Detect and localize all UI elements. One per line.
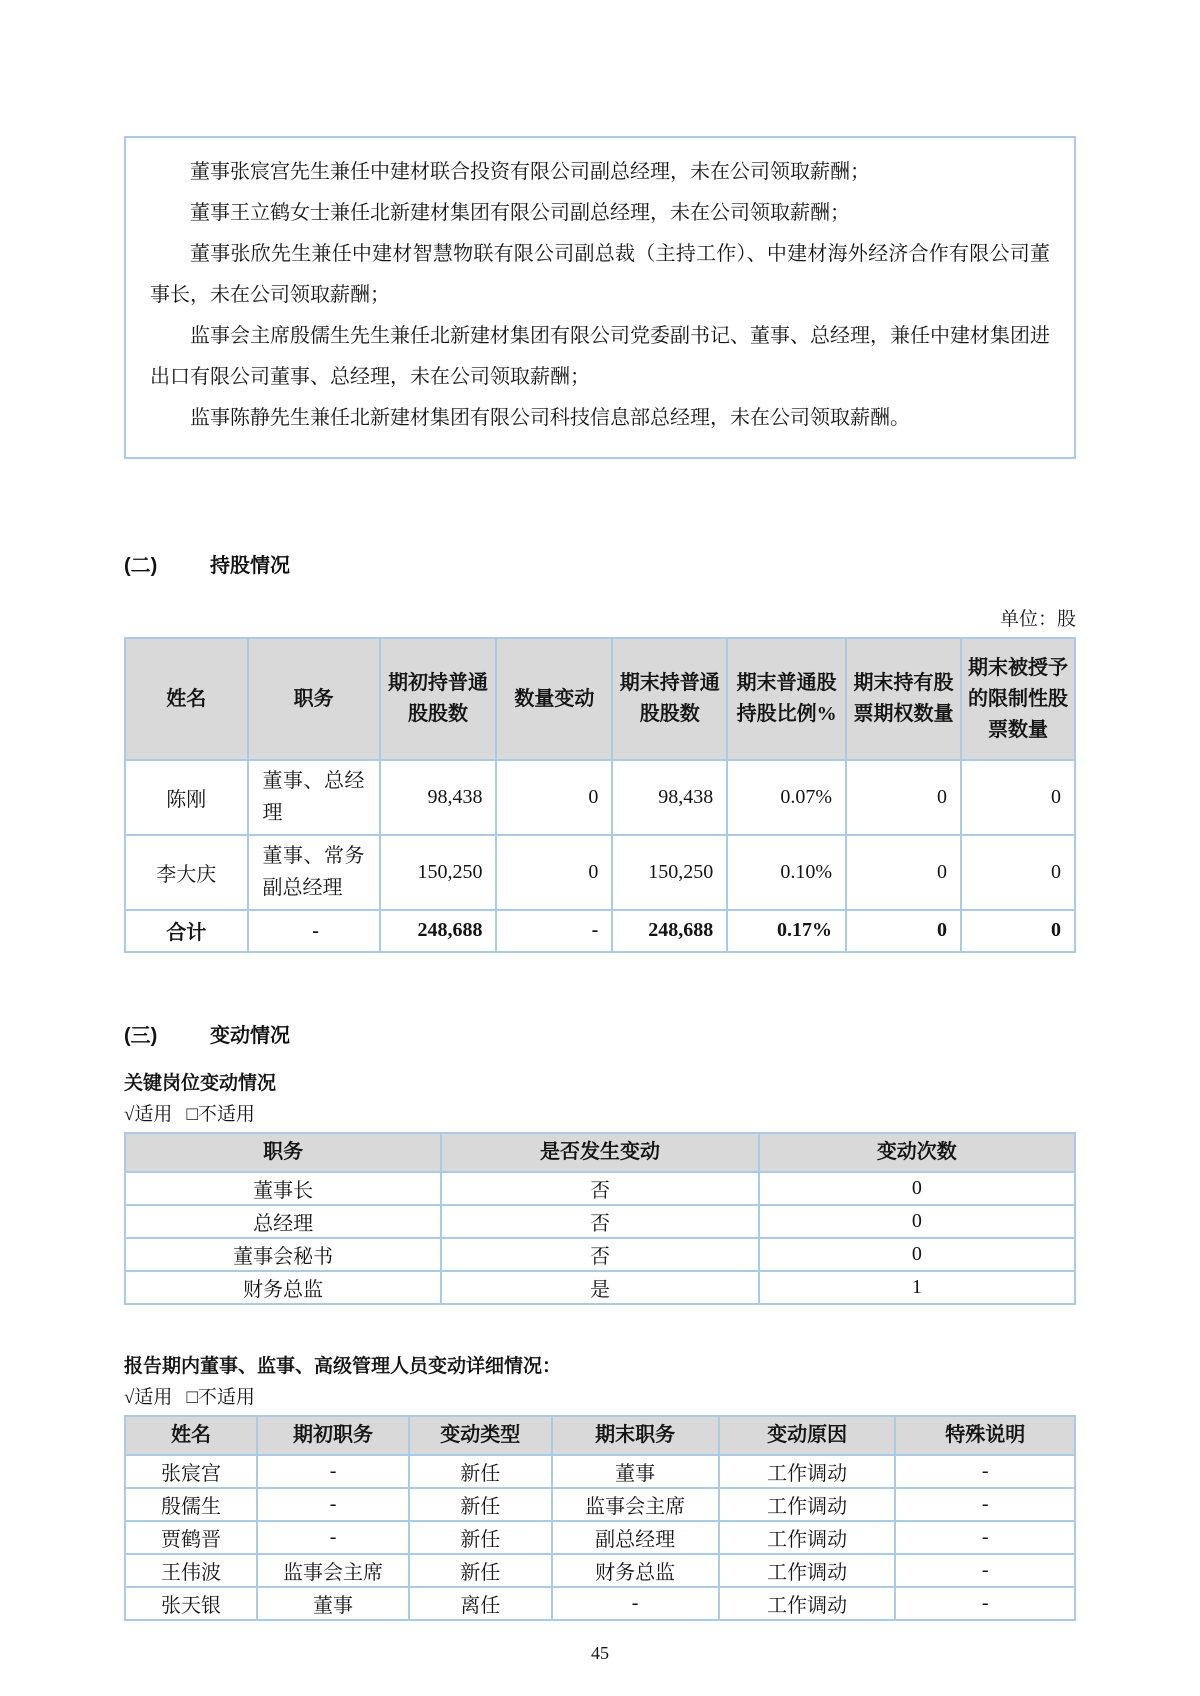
cell-name: 张天银 <box>125 1587 257 1620</box>
cell-position: 董事会秘书 <box>125 1238 441 1271</box>
cell-change-reason: 工作调动 <box>719 1587 896 1620</box>
key-positions-title: 关键岗位变动情况 <box>124 1072 277 1094</box>
header-cell-change-reason: 变动原因 <box>719 1416 896 1455</box>
cell-closing-ratio: 0.07% <box>727 760 846 835</box>
cell-name: 殷儒生 <box>125 1488 257 1521</box>
header-cell-position: 职务 <box>248 638 380 760</box>
page-number: 45 <box>591 1642 609 1663</box>
compensation-note-box <box>124 136 1076 459</box>
header-cell-start-position: 期初职务 <box>257 1416 409 1455</box>
cell-change-reason: 工作调动 <box>719 1455 896 1488</box>
header-cell-name: 姓名 <box>125 638 248 760</box>
cell-change: - <box>496 910 612 952</box>
cell-change-count: 0 <box>759 1238 1075 1271</box>
cell-change: 0 <box>496 760 612 835</box>
cell-options: 0 <box>846 760 961 835</box>
cell-restricted-shares: 0 <box>961 835 1075 910</box>
cell-start-position: - <box>257 1455 409 1488</box>
section-number: (二) <box>124 555 158 577</box>
cell-name: 王伟波 <box>125 1554 257 1587</box>
cell-changed: 否 <box>441 1205 758 1238</box>
cell-opening-shares: 248,688 <box>380 910 497 952</box>
cell-change-type: 新任 <box>409 1488 552 1521</box>
personnel-row <box>125 1488 1075 1521</box>
cell-closing-ratio: 0.10% <box>727 835 846 910</box>
personnel-changes-title: 报告期内董事、监事、高级管理人员变动详细情况： <box>124 1355 562 1377</box>
section-heading-shareholding <box>124 549 1076 578</box>
note-paragraph: 监事陈静先生兼任北新建材集团有限公司科技信息部总经理，未在公司领取薪酬。 <box>190 407 910 429</box>
section-number: (三) <box>124 1024 158 1047</box>
cell-position: 财务总监 <box>125 1271 441 1304</box>
cell-start-position: - <box>257 1521 409 1554</box>
cell-position <box>248 835 380 910</box>
header-cell-closing-shares: 期末持普通股股数 <box>612 638 727 760</box>
cell-options: 0 <box>846 835 961 910</box>
cell-closing-shares: 98,438 <box>612 760 727 835</box>
cell-position: 总经理 <box>125 1205 441 1238</box>
key-positions-header-row <box>125 1133 1075 1172</box>
holdings-table <box>124 637 1076 953</box>
position-text: 董事、总经理 <box>262 770 365 825</box>
applicable-option: √适用 <box>124 1103 173 1125</box>
cell-opening-shares: 98,438 <box>380 760 497 835</box>
cell-change-count: 0 <box>759 1172 1075 1205</box>
cell-closing-shares: 248,688 <box>612 910 727 952</box>
cell-change-type: 新任 <box>409 1455 552 1488</box>
header-cell-change-count: 变动次数 <box>759 1133 1075 1172</box>
cell-position <box>248 760 380 835</box>
applicability-line <box>124 1382 1076 1409</box>
header-cell-name: 姓名 <box>125 1416 257 1455</box>
holdings-row <box>125 760 1075 835</box>
cell-end-position: - <box>552 1587 719 1620</box>
header-cell-opening-shares: 期初持普通股股数 <box>380 638 497 760</box>
cell-special-note: - <box>895 1488 1075 1521</box>
cell-changed: 是 <box>441 1271 758 1304</box>
cell-change-type: 新任 <box>409 1521 552 1554</box>
section-heading-changes <box>124 1019 1076 1048</box>
personnel-row <box>125 1554 1075 1587</box>
cell-special-note: - <box>895 1521 1075 1554</box>
cell-change-reason: 工作调动 <box>719 1521 896 1554</box>
cell-name: 李大庆 <box>125 835 248 910</box>
cell-end-position: 监事会主席 <box>552 1488 719 1521</box>
cell-restricted-shares: 0 <box>961 910 1075 952</box>
holdings-total-row <box>125 910 1075 952</box>
position-text: 董事、常务副总经理 <box>262 844 365 900</box>
cell-options: 0 <box>846 910 961 952</box>
not-applicable-option: □不适用 <box>186 1103 255 1125</box>
header-cell-change-type: 变动类型 <box>409 1416 552 1455</box>
cell-position: - <box>248 910 380 952</box>
cell-start-position: 董事 <box>257 1587 409 1620</box>
cell-end-position: 财务总监 <box>552 1554 719 1587</box>
section-title: 变动情况 <box>210 1024 290 1047</box>
cell-closing-ratio: 0.17% <box>727 910 846 952</box>
cell-total-label: 合计 <box>125 910 248 952</box>
personnel-row <box>125 1455 1075 1488</box>
cell-start-position: - <box>257 1488 409 1521</box>
cell-start-position: 监事会主席 <box>257 1554 409 1587</box>
holdings-row <box>125 835 1075 910</box>
cell-change-type: 离任 <box>409 1587 552 1620</box>
key-position-row <box>125 1205 1075 1238</box>
cell-position: 董事长 <box>125 1172 441 1205</box>
header-cell-special-note: 特殊说明 <box>895 1416 1075 1455</box>
cell-change: 0 <box>496 835 612 910</box>
header-cell-end-position: 期末职务 <box>552 1416 719 1455</box>
key-position-row <box>125 1238 1075 1271</box>
header-cell-options: 期末持有股票期权数量 <box>846 638 961 760</box>
cell-name: 陈刚 <box>125 760 248 835</box>
cell-change-count: 1 <box>759 1271 1075 1304</box>
cell-name: 张宸宫 <box>125 1455 257 1488</box>
page-content <box>124 136 1076 1664</box>
header-cell-position: 职务 <box>125 1133 441 1172</box>
cell-opening-shares: 150,250 <box>380 835 497 910</box>
header-cell-closing-ratio: 期末普通股持股比例% <box>727 638 846 760</box>
cell-change-count: 0 <box>759 1205 1075 1238</box>
header-cell-restricted-shares: 期末被授予的限制性股票数量 <box>961 638 1075 760</box>
cell-closing-shares: 150,250 <box>612 835 727 910</box>
cell-name: 贾鹤晋 <box>125 1521 257 1554</box>
cell-changed: 否 <box>441 1172 758 1205</box>
cell-restricted-shares: 0 <box>961 760 1075 835</box>
personnel-changes-table <box>124 1415 1076 1621</box>
personnel-row <box>125 1587 1075 1620</box>
cell-end-position: 副总经理 <box>552 1521 719 1554</box>
cell-special-note: - <box>895 1554 1075 1587</box>
note-paragraph: 监事会主席殷儒生先生兼任北新建材集团有限公司党委副书记、董事、总经理，兼任中建材集团进出口有限公司董事、总经理，未在公司领取薪酬； <box>150 325 1050 388</box>
cell-change-reason: 工作调动 <box>719 1488 896 1521</box>
cell-change-reason: 工作调动 <box>719 1554 896 1587</box>
cell-special-note: - <box>895 1587 1075 1620</box>
holdings-header-row <box>125 638 1075 760</box>
personnel-row <box>125 1521 1075 1554</box>
cell-change-type: 新任 <box>409 1554 552 1587</box>
applicability-line <box>124 1099 1076 1126</box>
not-applicable-option: □不适用 <box>186 1386 255 1408</box>
note-paragraph: 董事王立鹤女士兼任北新建材集团有限公司副总经理，未在公司领取薪酬； <box>190 202 850 224</box>
key-position-row <box>125 1172 1075 1205</box>
unit-label: 单位：股 <box>999 609 1076 630</box>
personnel-header-row <box>125 1416 1075 1455</box>
cell-end-position: 董事 <box>552 1455 719 1488</box>
note-paragraph: 董事张欣先生兼任中建材智慧物联有限公司副总裁（主持工作）、中建材海外经济合作有限公司董事长，未在公司领取薪酬； <box>150 243 1050 306</box>
applicable-option: √适用 <box>124 1386 173 1408</box>
cell-special-note: - <box>895 1455 1075 1488</box>
header-cell-changed: 是否发生变动 <box>441 1133 758 1172</box>
note-paragraph: 董事张宸宫先生兼任中建材联合投资有限公司副总经理，未在公司领取薪酬； <box>190 161 870 183</box>
header-cell-change: 数量变动 <box>496 638 612 760</box>
key-position-row <box>125 1271 1075 1304</box>
section-title: 持股情况 <box>210 555 290 577</box>
cell-changed: 否 <box>441 1238 758 1271</box>
key-positions-table <box>124 1132 1076 1305</box>
